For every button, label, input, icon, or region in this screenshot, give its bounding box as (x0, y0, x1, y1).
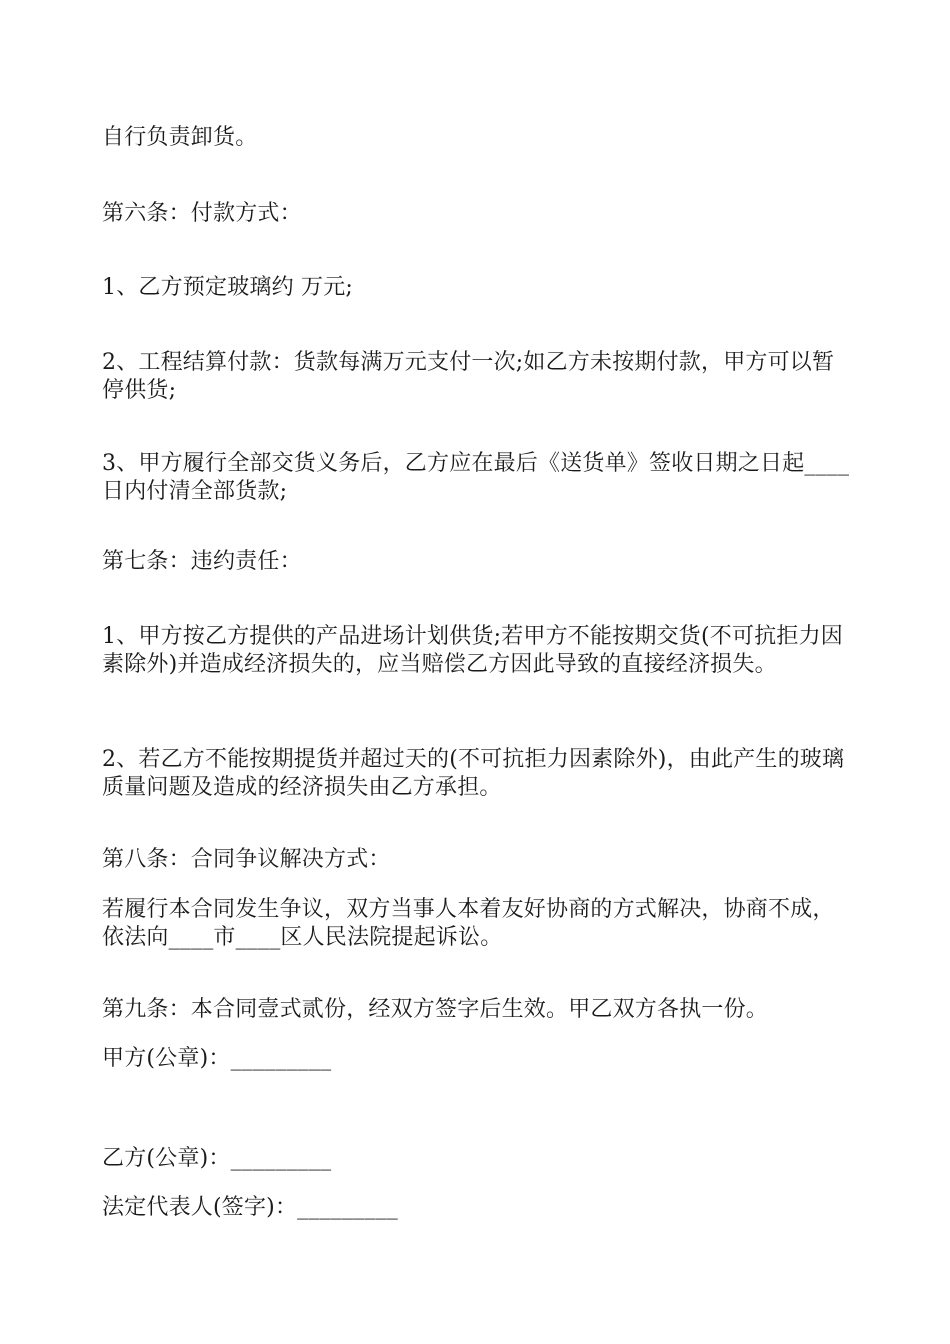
heading-article-6: 第六条：付款方式： (102, 201, 302, 226)
paragraph-payment-2: 2、工程结算付款：货款每满万元支付一次;如乙方未按期付款，甲方可以暂停供货; (102, 350, 835, 403)
heading-article-9: 第九条：本合同壹式贰份，经双方签字后生效。甲乙双方各执一份。 (102, 997, 769, 1022)
signature-party-b: 乙方(公章)：_________ (102, 1146, 332, 1171)
paragraph-payment-3: 3、甲方履行全部交货义务后，乙方应在最后《送货单》签收日期之日起____日内付清全部货款; (102, 451, 850, 504)
heading-article-7: 第七条：违约责任： (102, 549, 302, 574)
paragraph-unloading: 自行负责卸货。 (102, 125, 258, 150)
paragraph-liability-1: 1、甲方按乙方提供的产品进场计划供货;若甲方不能按期交货(不可抗拒力因素除外)并造成经济损失的，应当赔偿乙方因此导致的直接经济损失。 (102, 624, 843, 677)
paragraph-liability-2: 2、若乙方不能按期提货并超过天的(不可抗拒力因素除外)，由此产生的玻璃质量问题及造成的经济损失由乙方承担。 (102, 747, 845, 800)
signature-legal-representative: 法定代表人(签字)：_________ (102, 1195, 398, 1220)
paragraph-dispute: 若履行本合同发生争议，双方当事人本着友好协商的方式解决，协商不成，依法向____市____区人民法院提起诉讼。 (102, 897, 835, 950)
signature-party-a: 甲方(公章)：_________ (102, 1046, 332, 1071)
paragraph-payment-1: 1、乙方预定玻璃约 万元; (102, 275, 354, 300)
heading-article-8: 第八条：合同争议解决方式： (102, 847, 391, 872)
